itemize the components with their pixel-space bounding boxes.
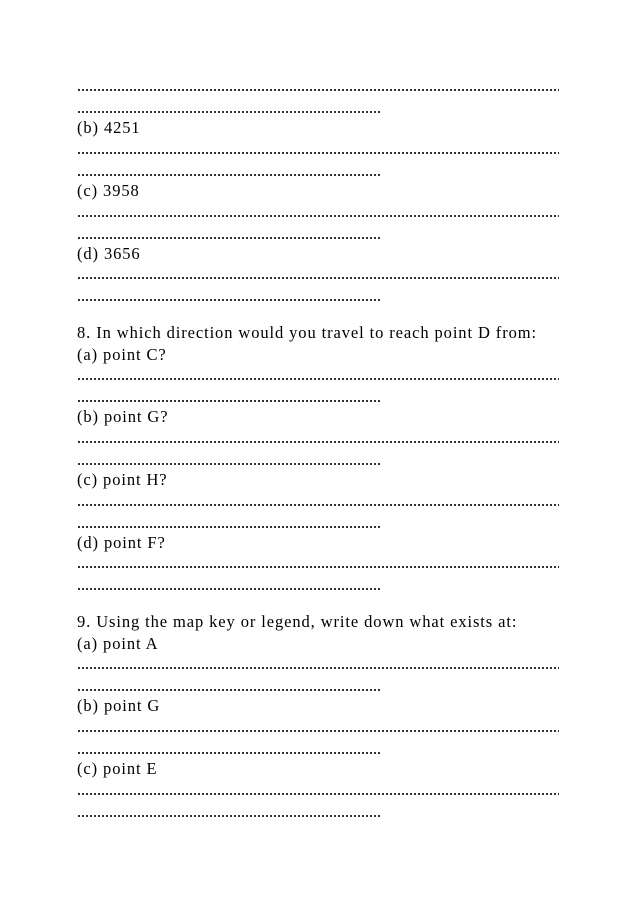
answer-line — [77, 751, 381, 755]
question-9-text: 9. Using the map key or legend, write down what exists at: — [77, 612, 518, 631]
answer-line — [77, 440, 559, 444]
answer-line — [77, 565, 559, 569]
question-8-option-c: (c) point H? — [77, 470, 168, 489]
answer-line — [77, 399, 381, 403]
question-9-option-a: (a) point A — [77, 634, 159, 653]
answer-line — [77, 503, 559, 507]
answer-line — [77, 688, 381, 692]
question-8-text: 8. In which direction would you travel to reach point D from: — [77, 323, 537, 342]
question-8-option-d: (d) point F? — [77, 533, 166, 552]
answer-line — [77, 173, 381, 177]
answer-line — [77, 276, 559, 280]
answer-line — [77, 298, 381, 302]
answer-line — [77, 377, 559, 381]
question-9-option-b: (b) point G — [77, 696, 161, 715]
answer-line — [77, 729, 559, 733]
answer-line — [77, 462, 381, 466]
question-9-option-c: (c) point E — [77, 759, 158, 778]
answer-line — [77, 151, 559, 155]
answer-line — [77, 587, 381, 591]
question-8-option-a: (a) point C? — [77, 345, 167, 364]
answer-line — [77, 236, 381, 240]
option-d-label: (d) 3656 — [77, 244, 141, 263]
answer-line — [77, 666, 559, 670]
answer-line — [77, 814, 381, 818]
answer-line — [77, 525, 381, 529]
question-8-option-b: (b) point G? — [77, 407, 169, 426]
option-c-label: (c) 3958 — [77, 181, 140, 200]
answer-line — [77, 214, 559, 218]
option-b-label: (b) 4251 — [77, 118, 141, 137]
answer-line — [77, 88, 559, 92]
answer-line — [77, 110, 381, 114]
answer-line — [77, 792, 559, 796]
